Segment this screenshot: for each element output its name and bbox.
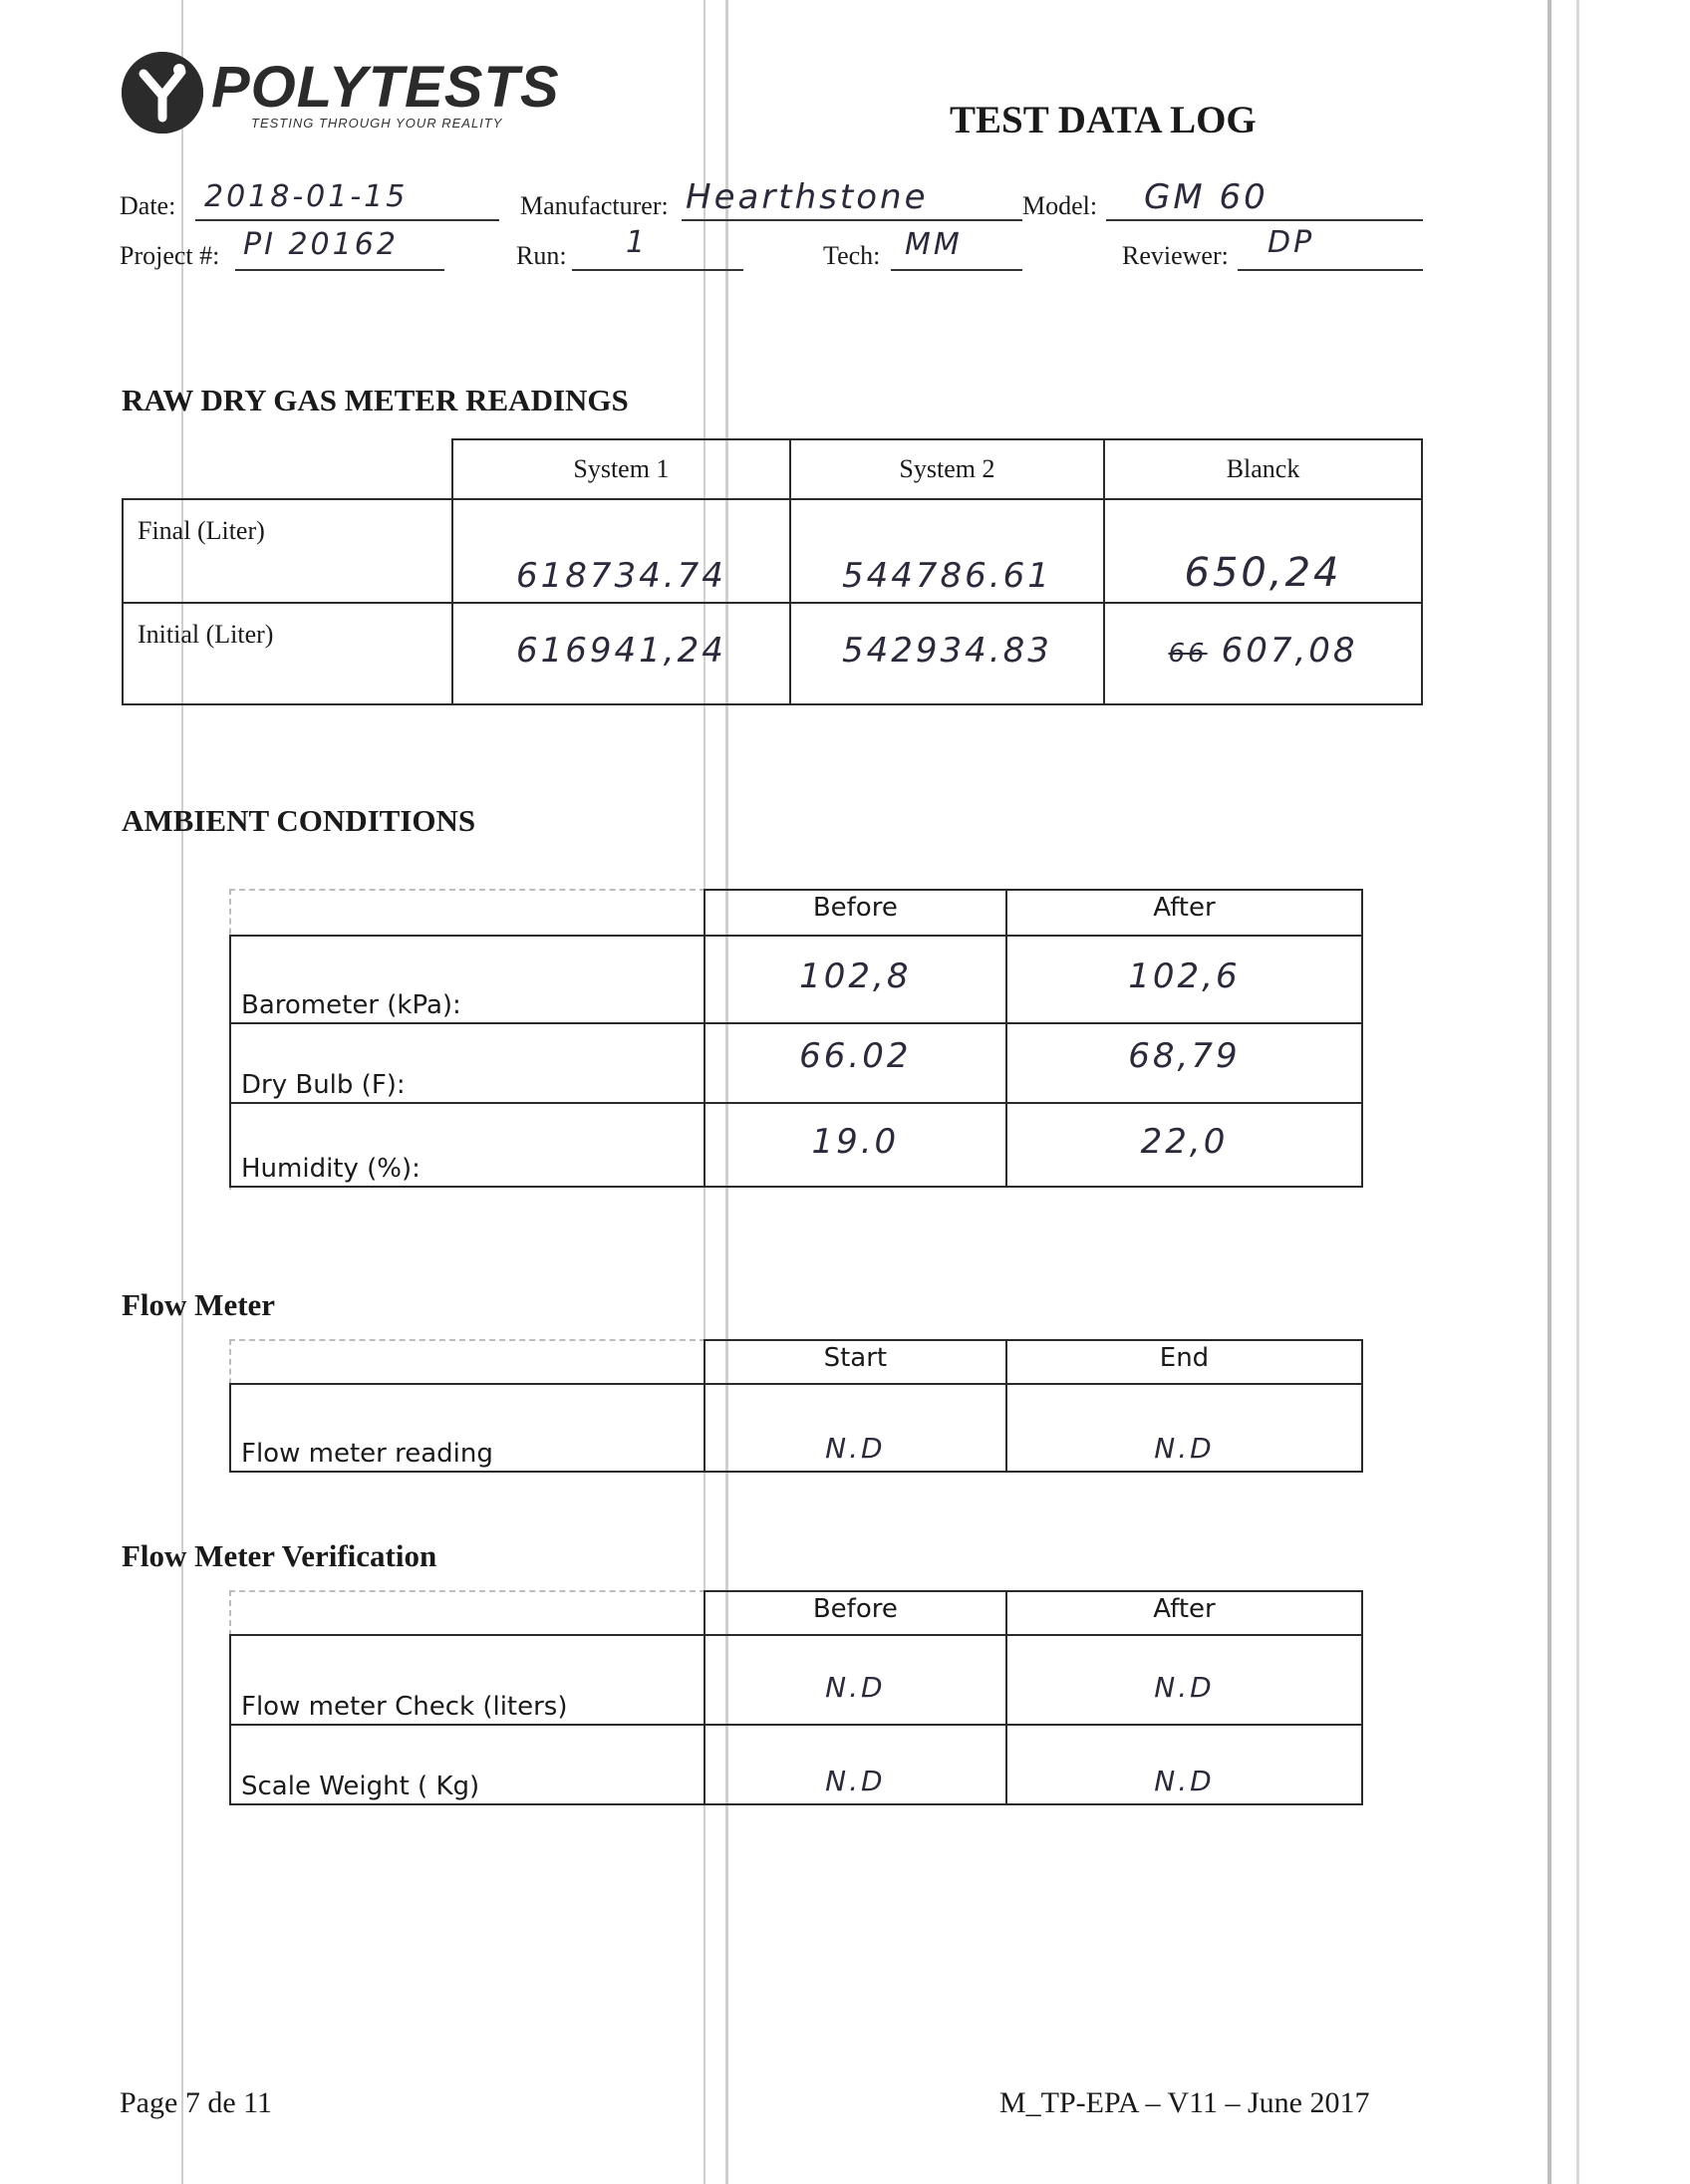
tech-value: MM — [905, 227, 963, 262]
reading-cell: N.D — [704, 1635, 1006, 1725]
reading-cell: N.D — [704, 1384, 1006, 1472]
reading-cell: 616941,24 — [452, 603, 790, 704]
reading-cell: 542934.83 — [790, 603, 1104, 704]
page-title: TEST DATA LOG — [950, 99, 1257, 141]
reading-cell: 22,0 — [1006, 1103, 1362, 1187]
reading-cell: 650,24 — [1104, 499, 1422, 603]
row-label: Scale Weight ( Kg) — [230, 1725, 704, 1804]
reviewer-value: DP — [1268, 225, 1315, 260]
reading-value: 607,08 — [1221, 631, 1358, 671]
row-label: Dry Bulb (F): — [230, 1023, 704, 1103]
col-header: Before — [704, 1591, 1006, 1635]
row-label: Flow meter Check (liters) — [230, 1635, 704, 1725]
reviewer-label: Reviewer: — [1122, 241, 1229, 270]
run-label: Run: — [516, 241, 567, 270]
struck-value: 66 — [1168, 639, 1208, 669]
col-header: After — [1006, 1591, 1362, 1635]
raw-dry-gas-heading: RAW DRY GAS METER READINGS — [122, 383, 629, 417]
logo-name: POLYTESTS — [211, 55, 560, 120]
polytests-logo-icon — [122, 52, 203, 134]
row-label: Flow meter reading — [230, 1384, 704, 1472]
col-header: System 2 — [790, 439, 1104, 499]
row-label: Final (Liter) — [123, 499, 452, 603]
flow-meter-heading: Flow Meter — [122, 1287, 276, 1322]
reading-cell: N.D — [1006, 1725, 1362, 1804]
reading-cell: 19.0 — [704, 1103, 1006, 1187]
reading-cell — [1104, 603, 1422, 704]
flow-verification-table — [229, 1590, 1363, 1805]
ambient-table — [229, 889, 1363, 1188]
run-value: 1 — [626, 225, 649, 260]
date-value: 2018-01-15 — [204, 179, 409, 214]
col-header: End — [1006, 1340, 1362, 1384]
reading-cell: 102,8 — [704, 936, 1006, 1023]
model-value: GM 60 — [1144, 177, 1268, 217]
col-header: System 1 — [452, 439, 790, 499]
scan-artifact — [181, 0, 183, 2184]
ambient-heading: AMBIENT CONDITIONS — [122, 803, 476, 838]
reading-cell: N.D — [1006, 1635, 1362, 1725]
model-label: Model: — [1022, 191, 1098, 220]
flow-meter-table — [229, 1339, 1363, 1473]
row-label: Initial (Liter) — [123, 603, 452, 704]
reading-cell: 102,6 — [1006, 936, 1362, 1023]
row-label: Barometer (kPa): — [230, 936, 704, 1023]
col-header: Blanck — [1104, 439, 1422, 499]
tech-label: Tech: — [823, 241, 881, 270]
manufacturer-value: Hearthstone — [686, 177, 929, 217]
reading-cell: 544786.61 — [790, 499, 1104, 603]
manufacturer-label: Manufacturer: — [520, 191, 669, 220]
project-label: Project #: — [120, 241, 220, 270]
project-value: PI 20162 — [243, 227, 399, 262]
reading-cell: 618734.74 — [452, 499, 790, 603]
reading-cell: 66.02 — [704, 1023, 1006, 1103]
row-label: Humidity (%): — [230, 1103, 704, 1187]
logo-tagline: TESTING THROUGH YOUR REALITY — [251, 116, 503, 131]
col-header: After — [1006, 890, 1362, 936]
flow-verification-heading: Flow Meter Verification — [122, 1538, 437, 1573]
scan-artifact — [1576, 0, 1579, 2184]
col-header: Start — [704, 1340, 1006, 1384]
reading-cell: 68,79 — [1006, 1023, 1362, 1103]
page-number: Page 7 de 11 — [120, 2086, 273, 2119]
reading-cell: N.D — [1006, 1384, 1362, 1472]
col-header: Before — [704, 890, 1006, 936]
raw-dry-gas-table — [122, 438, 1423, 705]
scan-artifact — [1548, 0, 1551, 2184]
reading-cell: N.D — [704, 1725, 1006, 1804]
date-label: Date: — [120, 191, 176, 220]
document-version: M_TP-EPA – V11 – June 2017 — [999, 2086, 1370, 2119]
